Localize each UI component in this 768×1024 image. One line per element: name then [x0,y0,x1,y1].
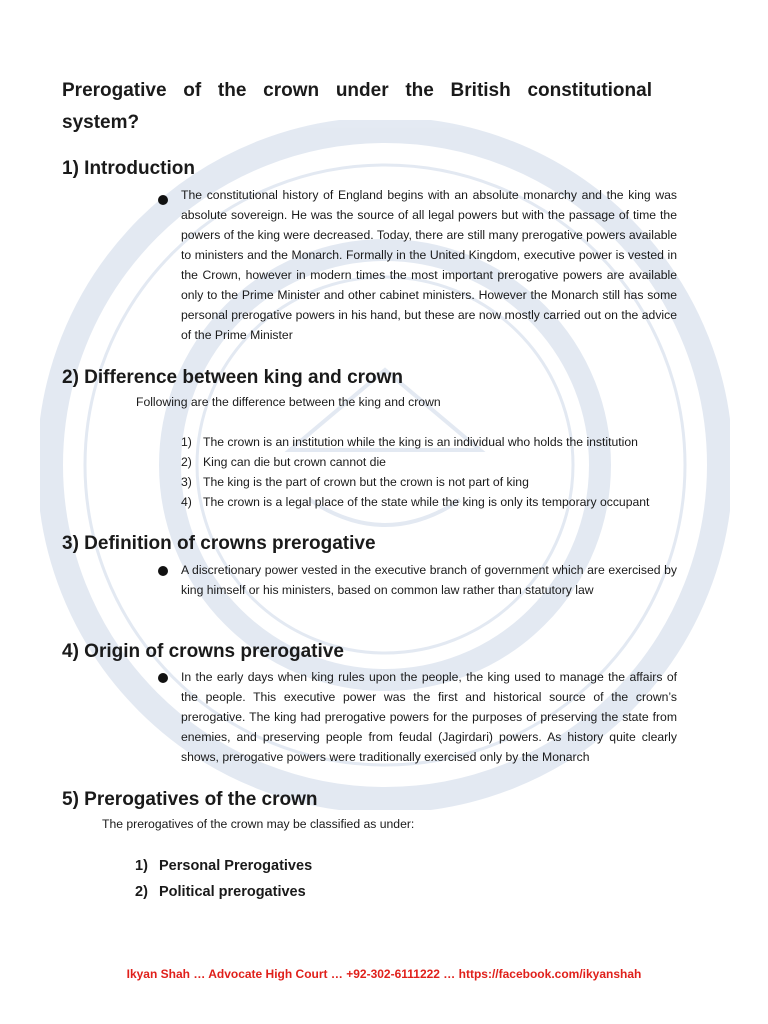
introduction-paragraph: The constitutional history of England begins with an absolute monarchy and the king was absolute sovereign. He was the source of all legal powers but with the passage of time the powers of the king were decreased. Today, there are still many prerogative powers available to ministers and the Monarch. Formally in the United Kingdom, executive power is vested in the Crown, however in modern times the most important prerogative powers are available only to the Prime Minister and other cabinet ministers. However the Monarch still has some personal prerogative powers in his hand, but these are now mostly carried out on the advice of the Prime Minister [181,188,677,342]
origin-paragraph: In the early days when king rules upon the people, the king used to manage the affairs of the people. This executive power was the first and historical source of the crown’s prerogative. The king had prerogative powers for the purposes of preserving the state from enemies, and preserving people from feudal (Jagirdari) powers. As history quite clearly shows, prerogative powers were traditionally exercised only by the Monarch [181,670,677,764]
difference-intro: Following are the difference between the king and crown [136,395,441,409]
section-heading-definition: 3) Definition of crowns prerogative [62,533,376,554]
list-item: 1) Personal Prerogatives [135,858,313,874]
definition-paragraph: A discretionary power vested in the executive branch of government which are exercised by king himself or his ministers, based on common law rather than statutory law [181,563,677,597]
section-heading-prerogatives: 5) Prerogatives of the crown [62,789,318,810]
list-item: 4) The crown is a legal place of the state while the king is only its temporary occupant [181,495,650,509]
list-item: 1) The crown is an institution while the king is an individual who holds the institution [181,435,638,449]
document-title: Prerogative of the crown under the British constitutional system? [62,79,652,133]
list-item: 3) The king is the part of crown but the crown is not part of king [181,475,529,489]
list-item: 2) King can die but crown cannot die [181,455,386,469]
bullet-icon [158,566,168,576]
list-item: 2) Political prerogatives [135,884,306,900]
section-heading-introduction: 1) Introduction [62,158,195,179]
bullet-icon [158,195,168,205]
section-heading-origin: 4) Origin of crowns prerogative [62,641,344,662]
section-heading-difference: 2) Difference between king and crown [62,367,404,388]
prerogatives-list [135,853,312,905]
bullet-icon [158,673,168,683]
prerogatives-intro: The prerogatives of the crown may be classified as under: [102,817,415,831]
difference-list [181,432,649,512]
footer-contact: Ikyan Shah … Advocate High Court … +92-302-6111222 … https://facebook.com/ikyanshah [126,967,642,981]
